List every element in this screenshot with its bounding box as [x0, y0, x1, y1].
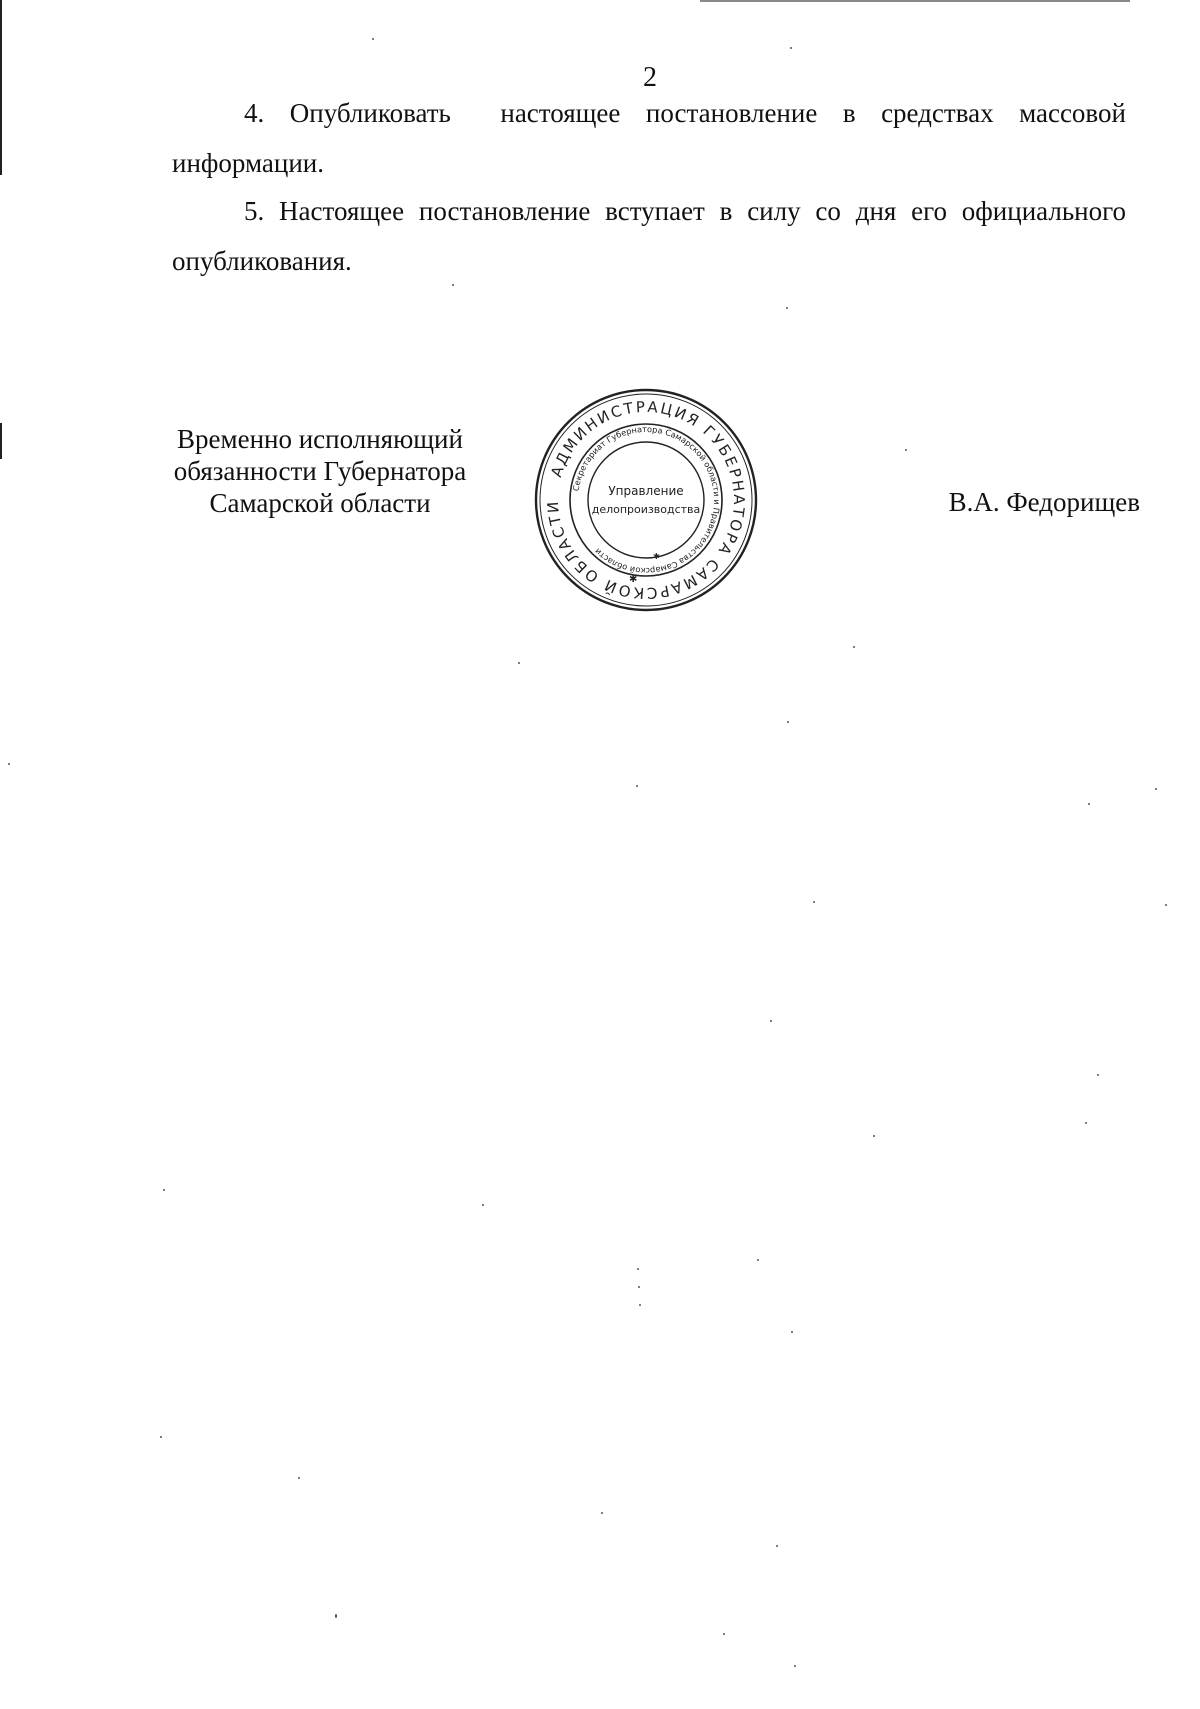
- paragraph-4-continuation: информации.: [172, 148, 324, 178]
- paragraph-5-word: Настоящее: [279, 196, 405, 226]
- official-seal: [531, 385, 761, 615]
- scan-speck: [1085, 1122, 1087, 1124]
- scan-speck: [335, 1614, 337, 1618]
- scan-speck: [723, 1633, 725, 1635]
- paragraph-5-number: 5.: [244, 196, 265, 226]
- paragraph-4: [172, 88, 1126, 188]
- scan-speck: [813, 901, 815, 903]
- signatory-title: [150, 423, 490, 519]
- paragraph-5-word: официального: [961, 196, 1126, 226]
- paragraph-4-word: массовой: [1019, 98, 1126, 128]
- scan-speck: [452, 284, 454, 286]
- scan-speck: [601, 1512, 603, 1514]
- scan-speck: [160, 1436, 162, 1438]
- signatory-name: В.А. Федорищев: [948, 487, 1140, 517]
- paragraph-5: [172, 186, 1126, 286]
- scan-speck: [638, 1286, 640, 1288]
- page-number: 2: [643, 62, 657, 93]
- seal-center-line: Управление: [608, 484, 684, 498]
- scan-speck: [905, 449, 907, 451]
- paragraph-5-word: в: [719, 196, 733, 226]
- seal-center-line: делопроизводства: [591, 503, 701, 516]
- paragraph-5-word: его: [911, 196, 947, 226]
- paragraph-5-word: вступает: [605, 196, 705, 226]
- paragraph-4-word: средствах: [881, 98, 994, 128]
- scan-speck: [639, 1304, 641, 1306]
- scan-speck: [1097, 1074, 1099, 1076]
- scan-edge-top: [700, 0, 1130, 2]
- signatory-title-line: обязанности Губернатора: [173, 456, 467, 486]
- paragraph-5-word: со: [815, 196, 841, 226]
- paragraph-5-word: постановление: [418, 196, 591, 226]
- scan-speck: [770, 1020, 772, 1022]
- scan-speck: [1155, 788, 1157, 790]
- paragraph-4-word: постановление: [645, 98, 818, 128]
- signatory-title-line: Самарской области: [209, 488, 431, 518]
- scan-speck: [8, 763, 10, 765]
- scan-speck: [637, 1268, 639, 1270]
- scan-speck: [1165, 904, 1167, 906]
- scan-edge-left-mid: [0, 423, 2, 459]
- seal-outer-ring-text: АДМИНИСТРАЦИЯ ГУБЕРНАТОРА САМАРСКОЙ ОБЛАСТИ: [543, 397, 749, 603]
- scan-speck: [636, 785, 638, 787]
- paragraph-4-number: 4.: [244, 98, 265, 128]
- seal-graphic: [531, 385, 761, 615]
- paragraph-4-word: в: [842, 98, 856, 128]
- scan-speck: [790, 47, 792, 49]
- paragraph-5-first-line: [172, 186, 1126, 236]
- paragraph-5-continuation: опубликования.: [172, 246, 352, 276]
- seal-star-icon: ✱: [653, 552, 660, 561]
- scan-speck: [298, 1477, 300, 1479]
- scan-speck: [757, 1259, 759, 1261]
- seal-inner-ring-text: Секретариат Губернатора Самарской области и Правительства Самарской области: [570, 423, 723, 577]
- scan-speck: [794, 1665, 796, 1667]
- scan-speck: [776, 1545, 778, 1547]
- signatory-title-line: Временно исполняющий: [177, 424, 463, 454]
- scan-speck: [163, 1189, 165, 1191]
- scan-speck: [786, 307, 788, 309]
- scan-speck: [518, 662, 520, 664]
- scan-speck: [1088, 803, 1090, 805]
- scan-edge-left-top: [0, 0, 2, 175]
- paragraph-4-first-line: [172, 88, 1126, 138]
- scan-speck: [372, 38, 374, 40]
- scan-speck: [787, 721, 789, 723]
- scan-speck: [482, 1204, 484, 1206]
- scan-speck: [853, 646, 855, 648]
- seal-star-icon: ✱: [629, 574, 638, 585]
- paragraph-5-word: силу: [747, 196, 801, 226]
- paragraph-4-word: Опубликовать: [289, 98, 451, 128]
- paragraph-5-word: дня: [855, 196, 897, 226]
- scan-speck: [791, 1331, 793, 1333]
- paragraph-4-word: настоящее: [500, 98, 621, 128]
- scan-speck: [873, 1135, 875, 1137]
